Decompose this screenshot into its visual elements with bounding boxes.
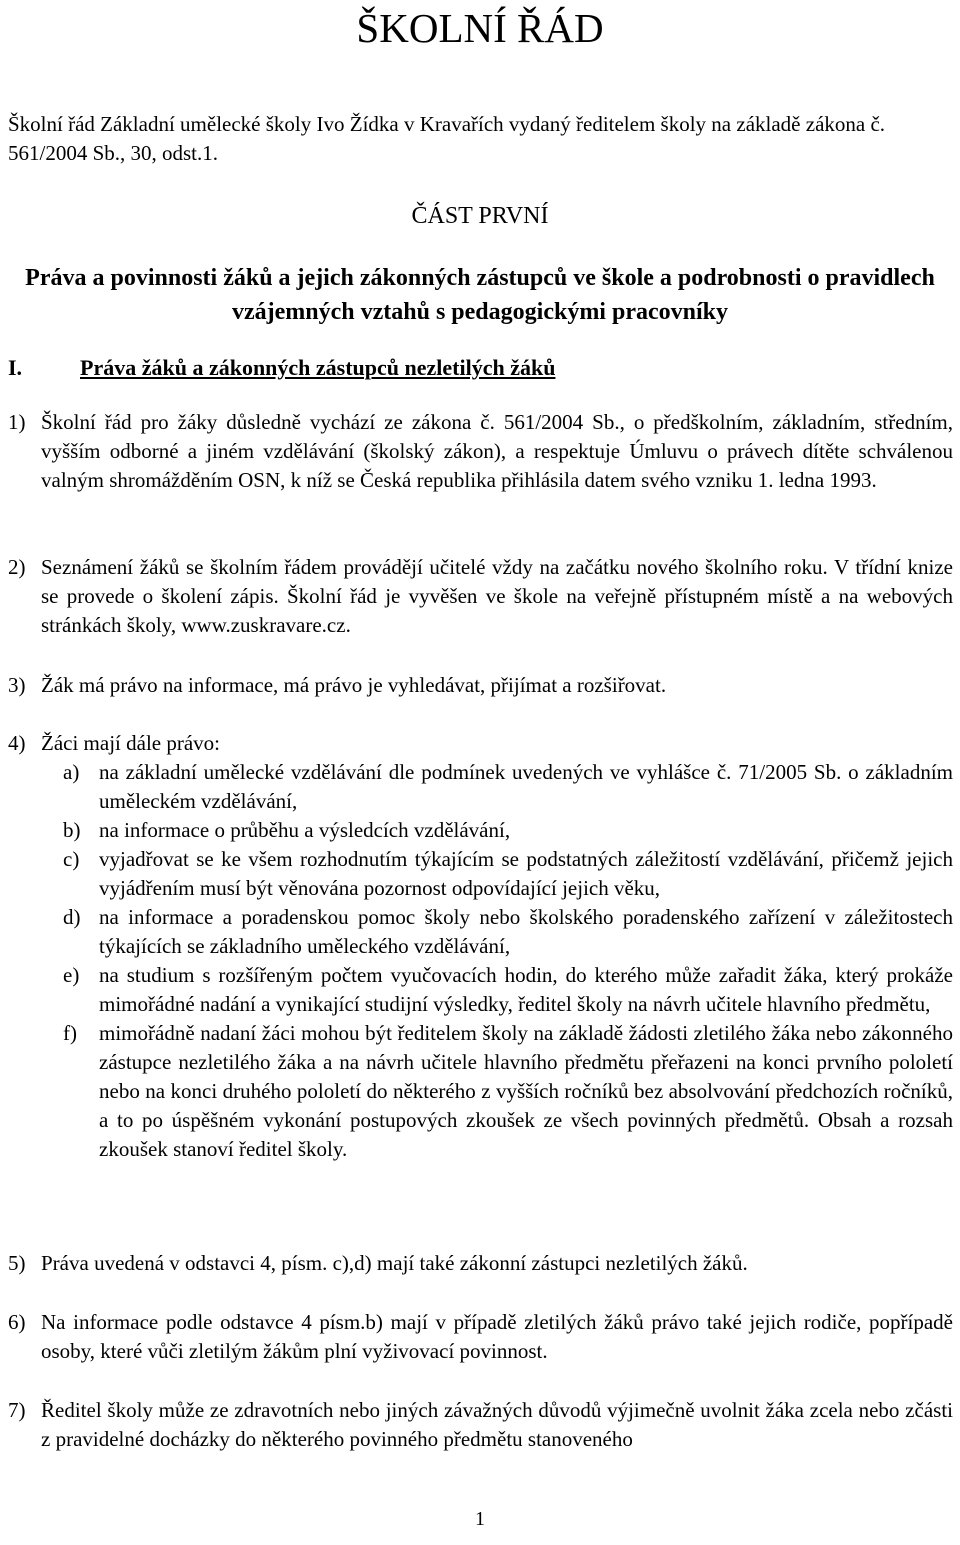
part-heading: ČÁST PRVNÍ [411, 203, 549, 229]
list-item [63, 845, 953, 903]
paragraph-4 [8, 729, 953, 758]
paragraph-text: Na informace podle odstavce 4 písm.b) mají v případě zletilých žáků právo také jejich rodiče, popřípadě osoby, které vůči zletilým žákům plní vyživovací povinnost. [41, 1310, 953, 1363]
list-item [63, 758, 953, 816]
paragraph-number: 6) [8, 1310, 26, 1334]
part-subtitle: Práva a povinnosti žáků a jejich zákonných zástupců ve škole a podrobnosti o pravidlech vzájemných vztahů s pedagogickými pracovníky [25, 265, 935, 325]
list-letter: e) [63, 963, 80, 987]
list-text: vyjadřovat se ke všem rozhodnutím týkajícím se podstatných záležitostí vzdělávání, přičemž jejich vyjádřením musí být věnována pozornost odpovídající jejich věku, [99, 847, 953, 900]
paragraph-number: 4) [8, 731, 26, 755]
paragraph-3 [8, 671, 953, 700]
paragraph-text: Žáci mají dále právo: [41, 731, 221, 755]
rights-list [63, 758, 953, 1164]
paragraph-1 [8, 408, 953, 495]
list-text: mimořádně nadaní žáci mohou být ředitelem školy na základě žádosti zletilého žáka nebo zákonného zástupce nezletilého žáka a na návrh učitele hlavního předmětu přeřazeni na konci prvního pololetí nebo na konci druhého pololetí do některého z vyšších ročníků bez absolvování předchozích ročníků, a to po úspěšném vykonání postupových zkoušek ze všech povinných předmětů. Obsah a rozsah zkoušek stanoví ředitel školy. [99, 1021, 953, 1161]
list-text: na základní umělecké vzdělávání dle podmínek uvedených ve vyhlášce č. 71/2005 Sb. o základním uměleckém vzdělávání, [99, 760, 953, 813]
paragraph-6 [8, 1308, 953, 1366]
paragraph-number: 3) [8, 673, 26, 697]
paragraph-7 [8, 1396, 953, 1454]
list-item [63, 1019, 953, 1164]
document-title: ŠKOLNÍ ŘÁD [356, 5, 604, 51]
paragraph-number: 5) [8, 1251, 26, 1275]
list-letter: f) [63, 1021, 77, 1045]
paragraph-text: Žák má právo na informace, má právo je vyhledávat, přijímat a rozšiřovat. [41, 673, 667, 697]
paragraph-text: Ředitel školy může ze zdravotních nebo jiných závažných důvodů výjimečně uvolnit žáka zcela nebo zčásti z pravidelné docházky do některého povinného předmětu stanoveného [41, 1398, 953, 1451]
paragraph-5 [8, 1249, 953, 1278]
intro-paragraph: Školní řád Základní umělecké školy Ivo Žídka v Kravařích vydaný ředitelem školy na základě zákona č. 561/2004 Sb., 30, odst.1. [8, 112, 886, 165]
list-text: na informace o průběhu a výsledcích vzdělávání, [99, 818, 511, 842]
paragraph-number: 2) [8, 555, 26, 579]
paragraph-number: 1) [8, 410, 26, 434]
paragraph-text: Seznámení žáků se školním řádem provádějí učitelé vždy na začátku nového školního roku. V třídní knize se provede o školení zápis. Školní řád je vyvěšen ve škole na veřejně přístupném místě a na webových stránkách školy, www.zuskravare.cz. [41, 555, 953, 637]
paragraph-2 [8, 553, 953, 640]
section-title: Práva žáků a zákonných zástupců nezletilých žáků [80, 355, 556, 380]
paragraph-text: Práva uvedená v odstavci 4, písm. c),d) mají také zákonní zástupci nezletilých žáků. [41, 1251, 748, 1275]
list-letter: b) [63, 818, 81, 842]
list-item [63, 903, 953, 961]
paragraph-text: Školní řád pro žáky důsledně vychází ze zákona č. 561/2004 Sb., o předškolním, základním, středním, vyšším odborné a jiném vzdělávání (školský zákon), a respektuje Úmluvu o právech dítěte schválenou valným shromážděním OSN, k níž se Česká republika přihlásila datem svého vzniku 1. ledna 1993. [41, 410, 953, 492]
list-letter: c) [63, 847, 80, 871]
list-letter: d) [63, 905, 81, 929]
list-item [63, 961, 953, 1019]
paragraph-number: 7) [8, 1398, 26, 1422]
list-item [63, 816, 953, 845]
page-number: 1 [475, 1508, 485, 1530]
section-number: I. [8, 355, 23, 380]
list-text: na studium s rozšířeným počtem vyučovacích hodin, do kterého může zařadit žáka, který prokáže mimořádné nadání a vynikající studijní výsledky, ředitel školy na návrh učitele hlavního předmětu, [99, 963, 953, 1016]
list-letter: a) [63, 760, 80, 784]
list-text: na informace a poradenskou pomoc školy nebo školského poradenského zařízení v záležitostech týkajících se základního uměleckého vzdělávání, [99, 905, 953, 958]
